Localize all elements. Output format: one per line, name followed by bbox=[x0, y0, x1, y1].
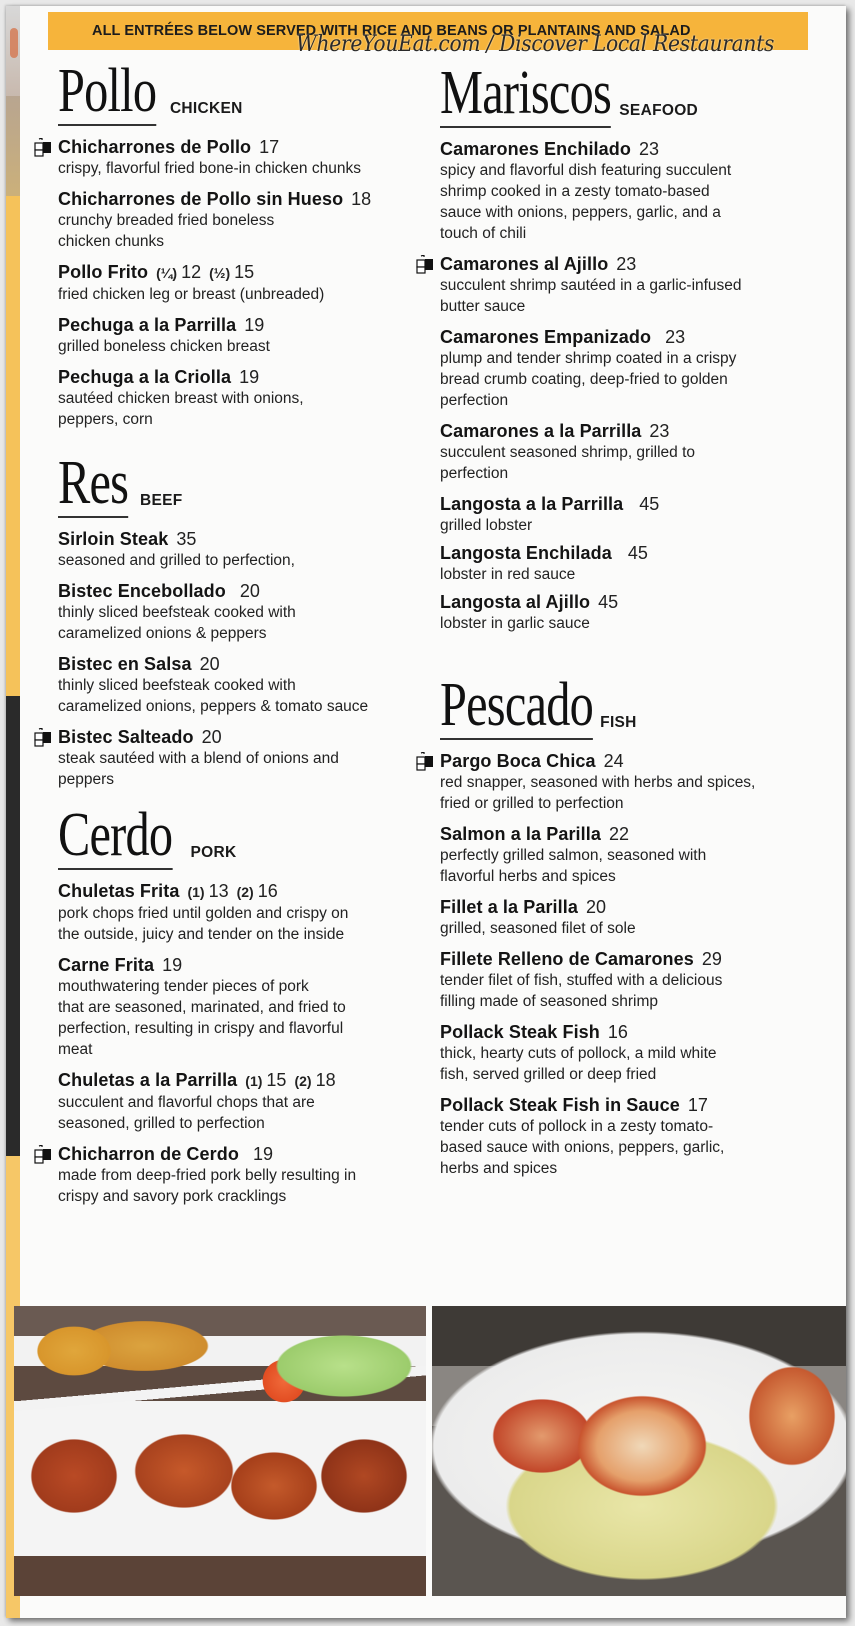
section-subtitle: FISH bbox=[600, 714, 637, 731]
item-description: tender cuts of pollock in a zesty tomato- based sauce with onions, peppers, garlic, herbs and spices bbox=[440, 1118, 725, 1177]
item-size: (¼) bbox=[156, 265, 178, 281]
item-description: perfectly grilled salmon, seasoned with flavorful herbs and spices bbox=[440, 847, 707, 885]
section-title: Res bbox=[58, 449, 129, 517]
item-size: (1) bbox=[245, 1073, 263, 1089]
section-pollo bbox=[58, 57, 438, 430]
section-mariscos bbox=[440, 59, 820, 634]
menu-item bbox=[440, 1021, 820, 1085]
garlic-shrimp-photo bbox=[432, 1306, 846, 1596]
item-description: grilled, seasoned filet of sole bbox=[440, 920, 636, 937]
item-price: 23 bbox=[665, 327, 686, 347]
item-price: 20 bbox=[201, 727, 222, 747]
menu-page bbox=[6, 6, 846, 1618]
section-title: Mariscos bbox=[440, 59, 612, 127]
item-name: Carne Frita bbox=[58, 955, 155, 975]
item-size: (½) bbox=[209, 265, 231, 281]
menu-item bbox=[440, 591, 820, 634]
menu-item bbox=[440, 420, 820, 484]
menu-item bbox=[58, 314, 438, 357]
item-name: Chuletas Frita bbox=[58, 881, 180, 901]
item-name: Camarones a la Parrilla bbox=[440, 421, 642, 441]
section-subtitle: PORK bbox=[190, 844, 237, 861]
house-specialty-icon bbox=[416, 255, 434, 275]
menu-item bbox=[58, 136, 438, 179]
right-column bbox=[440, 59, 820, 1188]
menu-item bbox=[58, 1069, 438, 1134]
item-price: 23 bbox=[638, 139, 659, 159]
item-description: plump and tender shrimp coated in a crispy bread crumb coating, deep-fried to golden perfection bbox=[440, 350, 737, 409]
item-name: Fillet a la Parilla bbox=[440, 897, 578, 917]
section-subtitle: BEEF bbox=[140, 492, 183, 509]
item-name: Pollack Steak Fish bbox=[440, 1022, 600, 1042]
item-price: 19 bbox=[244, 315, 265, 335]
item-description: succulent seasoned shrimp, grilled to perfection bbox=[440, 444, 696, 482]
item-price: 45 bbox=[598, 592, 619, 612]
section-header bbox=[440, 671, 820, 740]
menu-item bbox=[440, 1094, 820, 1179]
item-description: crispy, flavorful fried bone-in chicken chunks bbox=[58, 160, 361, 177]
item-price: 19 bbox=[162, 955, 183, 975]
menu-item bbox=[58, 366, 438, 430]
item-description: crunchy breaded fried boneless chicken chunks bbox=[58, 212, 275, 250]
item-description: grilled lobster bbox=[440, 517, 533, 534]
section-header bbox=[58, 801, 438, 870]
item-description: tender filet of fish, stuffed with a delicious filling made of seasoned shrimp bbox=[440, 972, 723, 1010]
item-price: 23 bbox=[616, 254, 637, 274]
item-size: (2) bbox=[236, 884, 254, 900]
section-title: Cerdo bbox=[58, 801, 173, 869]
left-column bbox=[58, 57, 438, 1216]
item-price: 15 bbox=[266, 1070, 287, 1090]
house-specialty-icon bbox=[34, 138, 52, 158]
item-name: Pechuga a la Parrilla bbox=[58, 315, 237, 335]
item-price: 45 bbox=[639, 494, 660, 514]
item-price: 20 bbox=[239, 581, 260, 601]
menu-item bbox=[58, 653, 438, 717]
item-name: Pechuga a la Criolla bbox=[58, 367, 232, 387]
item-price: 12 bbox=[181, 262, 202, 282]
item-price: 29 bbox=[701, 949, 722, 969]
item-description: lobster in red sauce bbox=[440, 566, 576, 583]
menu-item bbox=[440, 823, 820, 887]
item-description: succulent and flavorful chops that are seasoned, grilled to perfection bbox=[58, 1094, 315, 1132]
menu-item bbox=[440, 326, 820, 411]
item-price: 15 bbox=[234, 262, 255, 282]
section-res bbox=[58, 449, 438, 790]
item-name: Chicharrones de Pollo bbox=[58, 137, 252, 157]
banner-text: ALL ENTRÉES BELOW SERVED WITH RICE AND BEANS OR PLANTAINS AND SALAD bbox=[92, 23, 691, 39]
item-size: (2) bbox=[294, 1073, 312, 1089]
item-price: 16 bbox=[607, 1022, 628, 1042]
item-description: made from deep-fried pork belly resulting in crispy and savory pork cracklings bbox=[58, 1167, 357, 1205]
watermark: WhereYouEat.com / Discover Local Restaurants bbox=[296, 32, 775, 57]
item-price: 20 bbox=[585, 897, 606, 917]
item-description: steak sautéed with a blend of onions and peppers bbox=[58, 750, 339, 788]
section-header bbox=[440, 59, 820, 128]
menu-item bbox=[58, 954, 438, 1060]
menu-item bbox=[58, 1143, 438, 1207]
item-name: Bistec Salteado bbox=[58, 727, 194, 747]
menu-item bbox=[440, 750, 820, 814]
item-name: Langosta a la Parrilla bbox=[440, 494, 624, 514]
item-price: 17 bbox=[259, 137, 280, 157]
item-price: 17 bbox=[687, 1095, 708, 1115]
item-name: Langosta al Ajillo bbox=[440, 592, 591, 612]
item-description: pork chops fried until golden and crispy on the outside, juicy and tender on the inside bbox=[58, 905, 349, 943]
item-price: 35 bbox=[176, 529, 197, 549]
menu-item bbox=[58, 880, 438, 945]
menu-item bbox=[440, 542, 820, 585]
item-price: 16 bbox=[257, 881, 278, 901]
item-description: succulent shrimp sautéed in a garlic-infused butter sauce bbox=[440, 277, 742, 315]
item-size: (1) bbox=[187, 884, 205, 900]
item-name: Langosta Enchilada bbox=[440, 543, 612, 563]
menu-item bbox=[58, 188, 438, 252]
section-pescado bbox=[440, 671, 820, 1179]
item-description: thinly sliced beefsteak cooked with caramelized onions, peppers & tomato sauce bbox=[58, 677, 369, 715]
menu-item bbox=[58, 726, 438, 790]
item-name: Bistec Encebollado bbox=[58, 581, 226, 601]
item-name: Salmon a la Parilla bbox=[440, 824, 601, 844]
item-name: Camarones Empanizado bbox=[440, 327, 652, 347]
item-description: spicy and flavorful dish featuring succulent shrimp cooked in a zesty tomato-based sauce with onions, peppers, garlic, and a touch of chili bbox=[440, 162, 732, 242]
food-photos bbox=[14, 1306, 846, 1606]
menu-item bbox=[58, 528, 438, 571]
section-header bbox=[58, 57, 438, 126]
item-description: seasoned and grilled to perfection, bbox=[58, 552, 295, 569]
item-price: 18 bbox=[351, 189, 372, 209]
item-name: Pargo Boca Chica bbox=[440, 751, 596, 771]
item-description: lobster in garlic sauce bbox=[440, 615, 590, 632]
item-name: Camarones al Ajillo bbox=[440, 254, 609, 274]
item-price: 13 bbox=[208, 881, 229, 901]
menu-item bbox=[440, 896, 820, 939]
item-description: thick, hearty cuts of pollock, a mild white fish, served grilled or deep fried bbox=[440, 1045, 717, 1083]
menu-item bbox=[440, 138, 820, 244]
house-specialty-icon bbox=[34, 728, 52, 748]
item-description: mouthwatering tender pieces of pork that are seasoned, marinated, and fried to perfection, resulting in crispy and flavorful meat bbox=[58, 978, 346, 1058]
section-subtitle: CHICKEN bbox=[169, 100, 243, 117]
section-header bbox=[58, 449, 438, 518]
item-name: Bistec en Salsa bbox=[58, 654, 192, 674]
fried-pork-chicharrones-photo bbox=[14, 1306, 426, 1596]
item-description: thinly sliced beefsteak cooked with caramelized onions & peppers bbox=[58, 604, 296, 642]
menu-item bbox=[440, 253, 820, 317]
section-cerdo bbox=[58, 801, 438, 1207]
section-title: Pescado bbox=[440, 671, 594, 739]
item-name: Chicharron de Cerdo bbox=[58, 1144, 239, 1164]
menu-item bbox=[58, 580, 438, 644]
section-subtitle: SEAFOOD bbox=[619, 102, 699, 119]
item-name: Chuletas a la Parrilla bbox=[58, 1070, 238, 1090]
item-price: 45 bbox=[627, 543, 648, 563]
item-price: 18 bbox=[315, 1070, 336, 1090]
menu-item bbox=[58, 261, 438, 305]
item-description: sautéed chicken breast with onions, peppers, corn bbox=[58, 390, 304, 428]
section-title: Pollo bbox=[58, 57, 157, 125]
item-price: 20 bbox=[199, 654, 220, 674]
item-name: Pollo Frito bbox=[58, 262, 149, 282]
house-specialty-icon bbox=[34, 1145, 52, 1165]
item-price: 22 bbox=[608, 824, 630, 844]
item-price: 24 bbox=[603, 751, 624, 771]
item-price: 19 bbox=[252, 1144, 273, 1164]
item-name: Pollack Steak Fish in Sauce bbox=[440, 1095, 680, 1115]
item-name: Fillete Relleno de Camarones bbox=[440, 949, 694, 969]
item-price: 19 bbox=[239, 367, 260, 387]
item-price: 23 bbox=[649, 421, 670, 441]
menu-item bbox=[440, 948, 820, 1012]
menu-item bbox=[440, 493, 820, 536]
item-description: fried chicken leg or breast (unbreaded) bbox=[58, 286, 325, 303]
item-description: grilled boneless chicken breast bbox=[58, 338, 270, 355]
item-name: Sirloin Steak bbox=[58, 529, 169, 549]
item-name: Chicharrones de Pollo sin Hueso bbox=[58, 189, 344, 209]
house-specialty-icon bbox=[416, 752, 434, 772]
item-name: Camarones Enchilado bbox=[440, 139, 631, 159]
item-description: red snapper, seasoned with herbs and spices, fried or grilled to perfection bbox=[440, 774, 756, 812]
